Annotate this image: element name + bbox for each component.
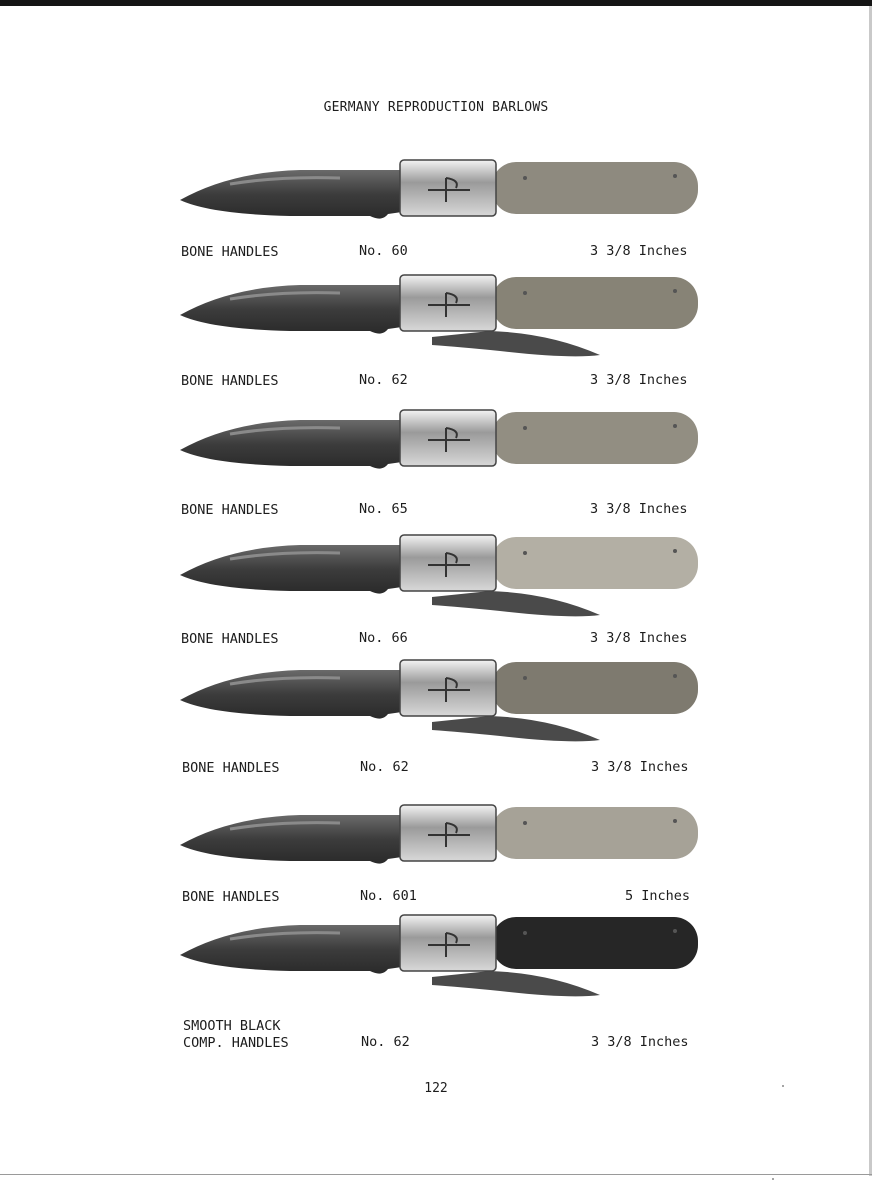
handle-scale xyxy=(492,662,698,714)
scan-top-border xyxy=(0,0,872,6)
caption-length: 3 3/8 Inches xyxy=(591,1034,689,1050)
bolster xyxy=(400,160,496,216)
page-title: GERMANY REPRODUCTION BARLOWS xyxy=(323,100,549,115)
handle-pin xyxy=(523,176,527,180)
handle-pin xyxy=(673,174,677,178)
knife-svg xyxy=(170,515,710,635)
handle-pin xyxy=(673,549,677,553)
small-blade xyxy=(432,971,600,996)
handle-scale xyxy=(492,807,698,859)
knife-svg xyxy=(170,390,710,510)
caption-number: No. 62 xyxy=(361,1034,410,1050)
caption-handle: BONE HANDLES xyxy=(181,373,279,389)
handle-scale xyxy=(492,277,698,329)
small-blade xyxy=(432,331,600,356)
caption-handle: BONE HANDLES xyxy=(181,631,279,647)
handle-pin xyxy=(673,819,677,823)
handle-pin xyxy=(523,676,527,680)
bolster xyxy=(400,805,496,861)
small-blade xyxy=(432,591,600,616)
handle-pin xyxy=(523,291,527,295)
handle-pin xyxy=(523,551,527,555)
caption-handle-line1: SMOOTH BLACK xyxy=(183,1018,281,1034)
caption-handle: BONE HANDLES xyxy=(181,244,279,260)
knife-photo-4 xyxy=(170,515,710,635)
handle-pin xyxy=(673,424,677,428)
caption-length: 3 3/8 Inches xyxy=(590,243,688,259)
knife-photo-5 xyxy=(170,640,710,760)
handle-scale xyxy=(492,537,698,589)
knife-photo-2 xyxy=(170,255,710,375)
handle-pin xyxy=(673,289,677,293)
handle-pin xyxy=(523,821,527,825)
knife-svg xyxy=(170,140,710,260)
caption-handle: BONE HANDLES xyxy=(182,760,280,776)
handle-pin xyxy=(523,931,527,935)
caption-number: No. 62 xyxy=(359,372,408,388)
knife-svg xyxy=(170,895,710,1015)
caption-length: 3 3/8 Inches xyxy=(590,630,688,646)
knife-svg xyxy=(170,640,710,760)
bolster xyxy=(400,660,496,716)
page-number: 122 xyxy=(424,1081,448,1096)
handle-scale xyxy=(492,917,698,969)
scan-bottom-edge xyxy=(0,1174,872,1175)
caption-length: 3 3/8 Inches xyxy=(590,372,688,388)
knife-photo-7 xyxy=(170,895,710,1015)
handle-pin xyxy=(673,674,677,678)
knife-photo-3 xyxy=(170,390,710,510)
handle-pin xyxy=(673,929,677,933)
scan-speck xyxy=(782,1085,784,1087)
scan-speck xyxy=(772,1178,774,1180)
caption-handle-line2: COMP. HANDLES xyxy=(183,1035,289,1051)
bolster xyxy=(400,275,496,331)
caption-length: 3 3/8 Inches xyxy=(590,501,688,517)
knife-photo-1 xyxy=(170,140,710,260)
handle-pin xyxy=(523,426,527,430)
caption-handle: BONE HANDLES xyxy=(182,889,280,905)
handle-scale xyxy=(492,162,698,214)
bolster xyxy=(400,915,496,971)
caption-number: No. 66 xyxy=(359,630,408,646)
caption-handle: BONE HANDLES xyxy=(181,502,279,518)
caption-length: 3 3/8 Inches xyxy=(591,759,689,775)
caption-number: No. 65 xyxy=(359,501,408,517)
small-blade xyxy=(432,716,600,741)
caption-length: 5 Inches xyxy=(625,888,691,904)
caption-number: No. 601 xyxy=(360,888,417,904)
handle-scale xyxy=(492,412,698,464)
caption-number: No. 62 xyxy=(360,759,409,775)
bolster xyxy=(400,535,496,591)
bolster xyxy=(400,410,496,466)
knife-photo-6 xyxy=(170,785,710,905)
knife-svg xyxy=(170,255,710,375)
caption-number: No. 60 xyxy=(359,243,408,259)
knife-svg xyxy=(170,785,710,905)
